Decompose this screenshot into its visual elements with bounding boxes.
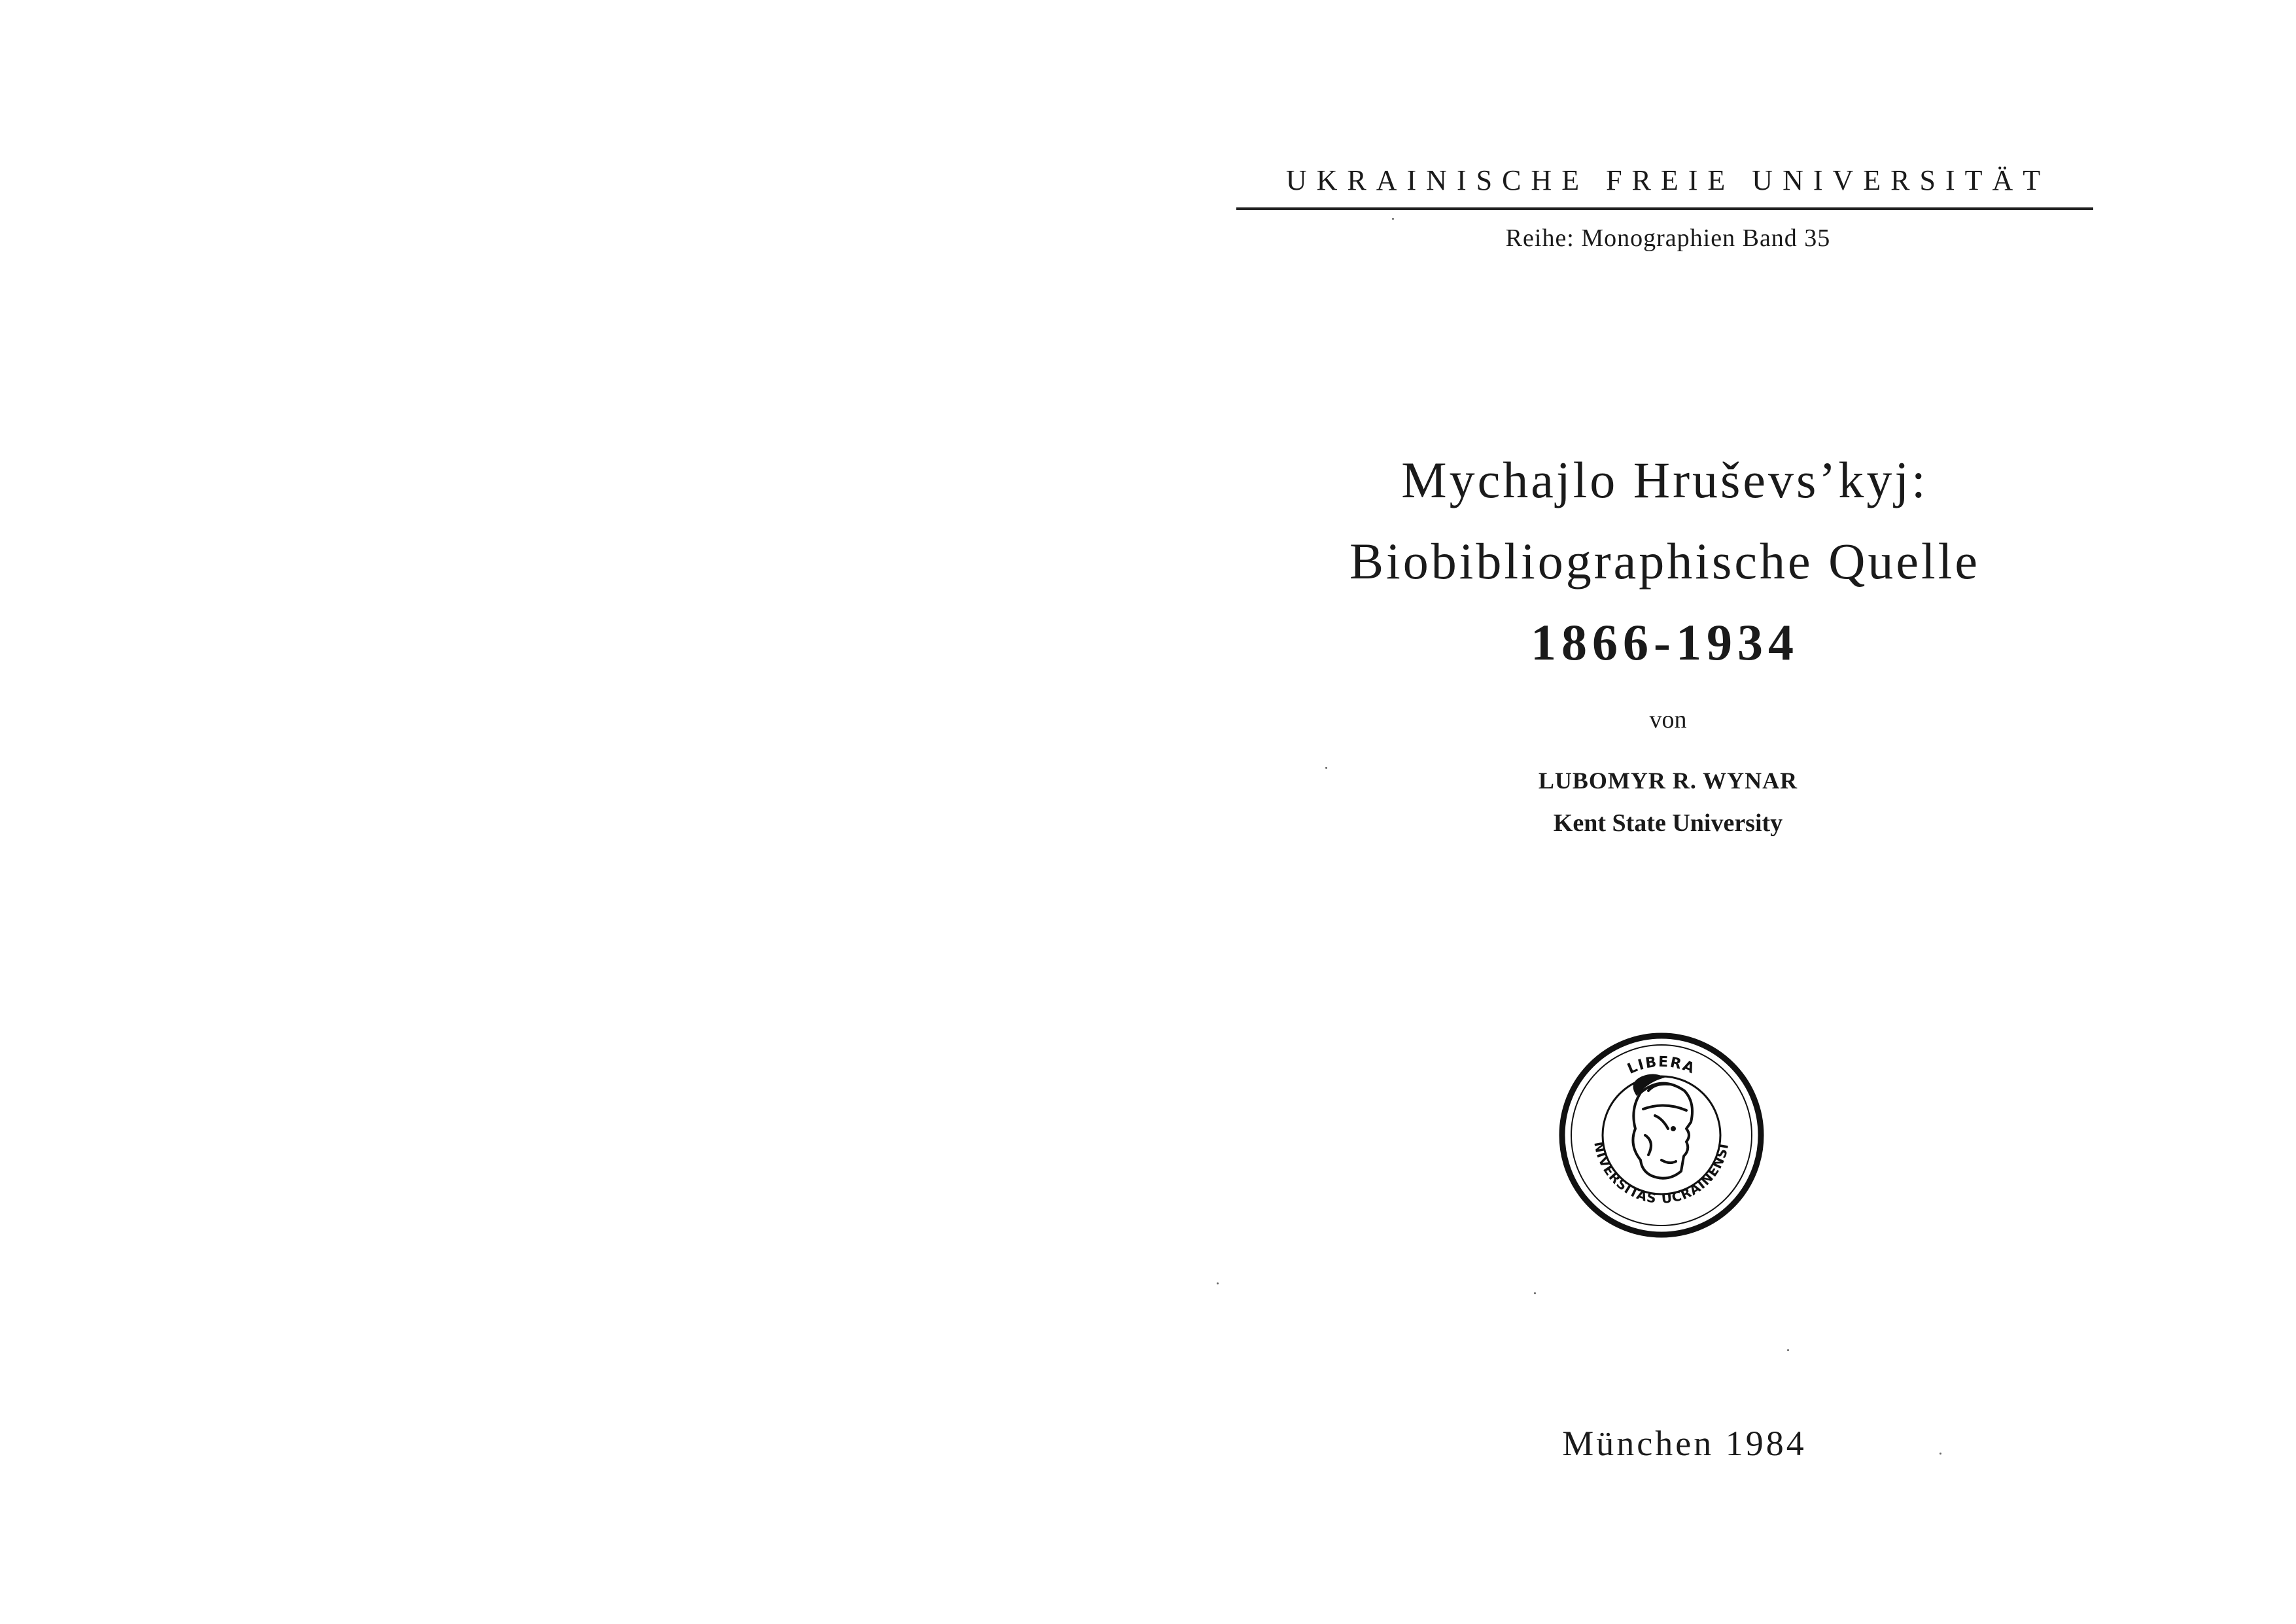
header-rule: [1236, 207, 2093, 210]
seal-motto-left: NIVERSITAS: [1591, 1140, 1658, 1207]
scan-speck: [1939, 1453, 1941, 1455]
publisher-name: UKRAINISCHE FREIE UNIVERSITÄT: [1285, 164, 2051, 196]
title-years: 1866-1934: [1531, 614, 1799, 671]
scan-speck: [1534, 1292, 1536, 1294]
seal-motto-top: LIBERA: [1625, 1053, 1698, 1078]
scan-speck: [1217, 1282, 1219, 1284]
title-line-2: Biobibliographische Quelle: [1349, 533, 1980, 590]
svg-text:LIBERA: [1625, 1054, 1697, 1078]
book-title: [1230, 440, 2100, 683]
author-name: LUBOMYR R. WYNAR: [1538, 768, 1798, 794]
university-seal-icon: [1557, 1031, 1766, 1240]
imprint: München 1984: [1562, 1424, 1807, 1463]
scan-speck: [1787, 1349, 1789, 1351]
seal-motto-right: UCRAINENSI: [1660, 1142, 1732, 1207]
scan-speck: [1325, 767, 1327, 769]
title-line-1: Mychajlo Hruševs’kyj:: [1401, 451, 1928, 508]
by-label: von: [1649, 706, 1687, 733]
scan-speck: [1392, 218, 1394, 220]
series-label: Reihe: Monographien Band 35: [1505, 224, 1831, 252]
author-affiliation: Kent State University: [1553, 809, 1783, 837]
